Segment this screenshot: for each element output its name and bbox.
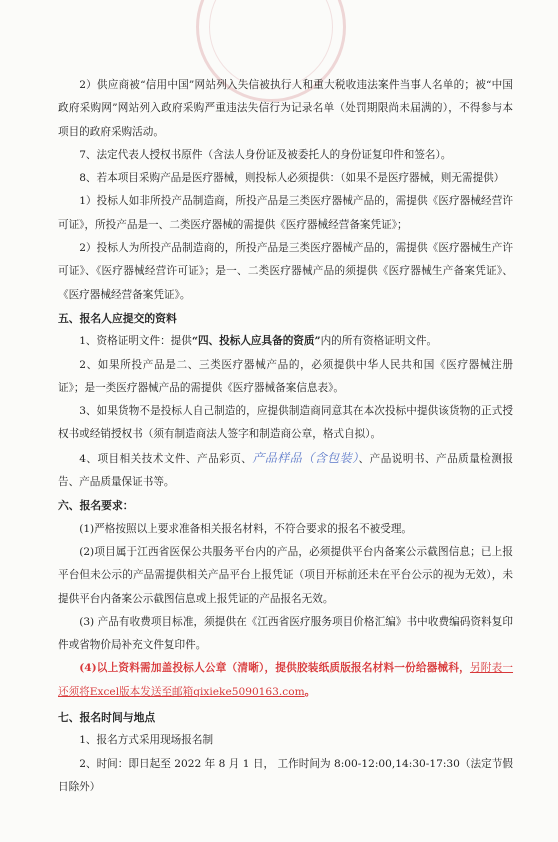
bold-red-text: (4)以上资料需加盖投标人公章（清晰），提供胶装纸质版报名材料一份给器械科， <box>79 662 470 675</box>
paragraph-registration-cert: 2、如果所投产品是二、三类医疗器械产品的，必须提供中华人民共和国《医疗器械注册证》；是一类医疗器械产品的需提供《医疗器械备案信息表》。 <box>58 358 513 394</box>
requirement-4 <box>58 657 513 704</box>
paragraph-credit-blacklist: 2）供应商被“信用中国”网站列入失信被执行人和重大税收违法案件当事人名单的；被“中国政府采购网”网站列入政府采购严重违法失信行为记录名单（处罚期限尚未届满的），不得参与本项目的政府采购活动。 <box>58 79 513 138</box>
paragraph-authorization: 7、法定代表人授权书原件（含法人身份证及被委托人的身份证复印件和签名）。 <box>79 148 452 161</box>
document-page <box>58 74 513 799</box>
text-span: 4、项目相关技术文件、产品彩页、 <box>79 452 253 465</box>
section-heading-5: 五、报名人应提交的资料 <box>58 311 177 325</box>
paragraph-qualification <box>58 330 513 353</box>
paragraph-technical-docs <box>58 447 513 495</box>
section-heading-6: 六、报名要求： <box>58 499 134 513</box>
text-span: 、产品说明书、产品质量检测报告、产品质量保证书等。 <box>58 452 513 489</box>
requirement-2: (2)项目属于江西省医保公共服务平台内的产品，必须提供平台内备案公示截图信息；已上报平台但未公示的产品需提供相关产品平台上报凭证（项目开标前还未在平台公示的视为无效），未提供平台内备案公示截图信息或上报凭证的产品报名无效。 <box>58 545 513 605</box>
section-heading-7: 七、报名时间与地点 <box>58 711 156 725</box>
email-link-text[interactable]: 另附表一还须将Excel版本发送至邮箱qixieke5090163.com <box>58 662 514 698</box>
paragraph-time: 2、时间：即日起至 2022 年 8 月 1 日， 工作时间为 8:00-12:00,14:30-17:30（法定节假日除外） <box>58 757 513 793</box>
paragraph-manufacturer: 2）投标人为所投产品制造商的，所投产品是三类医疗器械产品的，需提供《医疗器械生产许可证》、《医疗器械经营许可证》；是一、二类医疗器械产品的须提供《医疗器械生产备案凭证》、《医疗器械经营备案凭证》。 <box>58 242 513 301</box>
paragraph-authorization-letter: 3、如果货物不是投标人自己制造的，应提供制造商同意其在本次投标中提供该货物的正式授权书或经销授权书（须有制造商法人签字和制造商公章，格式自拟）。 <box>58 405 513 441</box>
requirement-1: (1)严格按照以上要求准备相关报名材料，不符合要求的报名不被受理。 <box>79 522 413 535</box>
paragraph-method: 1、报名方式采用现场报名制 <box>79 734 214 747</box>
bold-reference: “四、投标人应具备的资质” <box>191 335 321 348</box>
text-span: 内的所有资格证明文件。 <box>320 335 438 348</box>
paragraph-non-manufacturer: 1）投标人如非所投产品制造商，所投产品是三类医疗器械产品的，需提供《医疗器械经营许可证》，所投产品是一、二类医疗器械的需提供《医疗器械经营备案凭证》； <box>58 195 513 231</box>
text-span: 1、资格证明文件：提供 <box>79 335 192 348</box>
text-span: 。 <box>304 685 316 698</box>
paragraph-medical-device: 8、若本项目采购产品是医疗器械，则投标人必须提供：（如果不是医疗器械，则无需提供） <box>79 172 505 185</box>
requirement-3: (3) 产品有收费项目标准，须提供在《江西省医疗服务项目价格汇编》书中收费编码资料复印件或省物价局补充文件复印件。 <box>58 615 513 652</box>
handwritten-insert: 产品样品（含包装） <box>252 450 359 465</box>
